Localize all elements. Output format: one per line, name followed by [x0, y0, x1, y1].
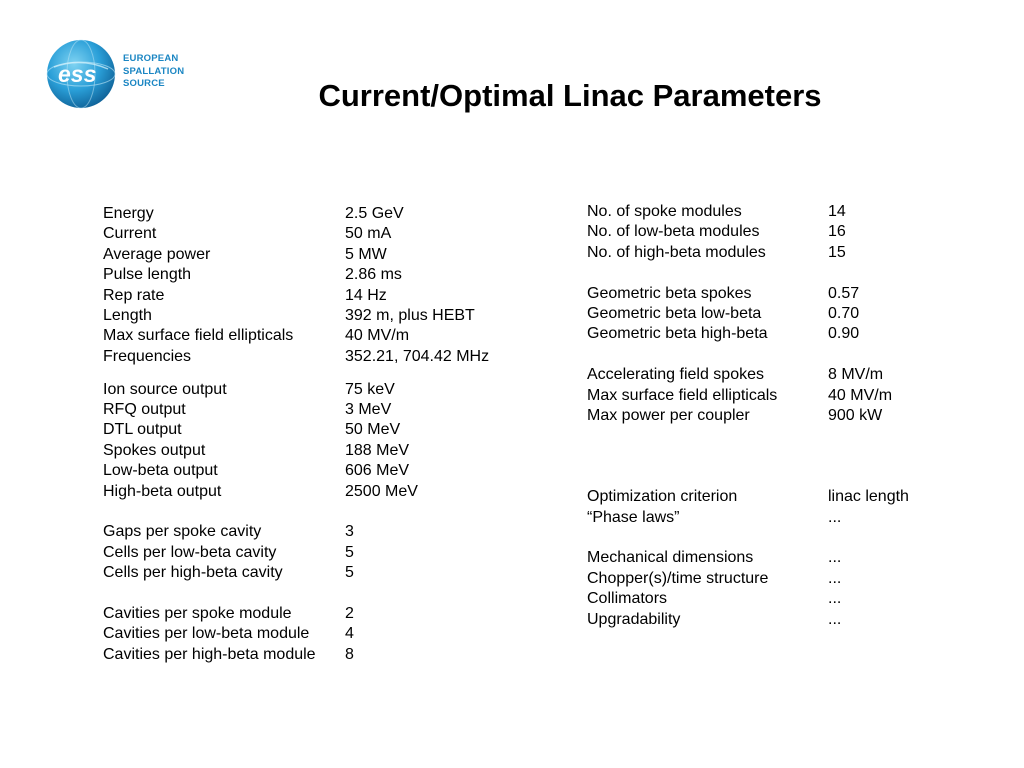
parameter-value: 15 — [828, 243, 846, 261]
parameter-value: 40 MV/m — [345, 327, 410, 345]
parameter-value: 5 — [345, 543, 354, 561]
parameter-label: Max power per coupler — [587, 406, 750, 424]
parameter-value: 606 MeV — [345, 462, 410, 480]
parameter-label: Geometric beta spokes — [587, 284, 752, 302]
parameter-value: 3 MeV — [345, 401, 392, 419]
parameter-label: Max surface field ellipticals — [587, 386, 778, 404]
parameter-label: Mechanical dimensions — [587, 549, 754, 567]
parameter-label: Rep rate — [103, 286, 165, 304]
parameter-label: Geometric beta high-beta — [587, 325, 768, 343]
parameter-value: ... — [828, 590, 842, 608]
parameter-label: Energy — [103, 205, 154, 222]
parameter-value: 0.57 — [828, 284, 860, 302]
parameter-label: Cells per low-beta cavity — [103, 543, 277, 561]
parameter-value: 2.5 GeV — [345, 205, 404, 222]
logo-line-3: SOURCE — [123, 78, 165, 89]
parameter-label: Gaps per spoke cavity — [103, 523, 262, 541]
parameter-value: 3 — [345, 523, 354, 541]
parameter-label: Cells per high-beta cavity — [103, 564, 283, 582]
parameter-value: 50 mA — [345, 225, 392, 243]
parameter-value: 0.90 — [828, 325, 860, 343]
parameter-label: Spokes output — [103, 441, 206, 459]
parameter-label: Upgradability — [587, 610, 681, 628]
parameter-value: 392 m, plus HEBT — [345, 306, 475, 324]
parameter-value: 2 — [345, 604, 354, 622]
parameter-label: No. of high-beta modules — [587, 243, 766, 261]
parameter-label: Optimization criterion — [587, 488, 738, 506]
parameter-value: ... — [828, 569, 842, 587]
logo-line-1: EUROPEAN — [123, 53, 179, 64]
parameter-value: 14 Hz — [345, 286, 387, 304]
parameter-value: ... — [828, 508, 842, 526]
parameter-label: Low-beta output — [103, 462, 218, 480]
parameter-label: Max surface field ellipticals — [103, 327, 294, 345]
parameter-value: 16 — [828, 223, 846, 241]
parameter-label: Cavities per spoke module — [103, 604, 292, 622]
parameter-value: 352.21, 704.42 MHz — [345, 347, 490, 365]
parameter-label: High-beta output — [103, 482, 222, 500]
parameter-value: 188 MeV — [345, 441, 410, 459]
parameter-value: 900 kW — [828, 406, 883, 424]
parameter-value: 40 MV/m — [828, 386, 893, 404]
logo-line-2: SPALLATION — [123, 65, 185, 77]
parameter-value: ... — [828, 610, 842, 628]
parameter-value: 14 — [828, 203, 846, 220]
parameter-value: ... — [828, 549, 842, 567]
parameter-value: 2.86 ms — [345, 266, 402, 284]
parameter-value: 5 — [345, 564, 354, 582]
parameter-label: Frequencies — [103, 347, 192, 365]
parameter-value: 5 MW — [345, 245, 387, 263]
parameter-label: Cavities per low-beta module — [103, 625, 310, 643]
parameter-label: Geometric beta low-beta — [587, 304, 762, 322]
parameter-value: 2500 MeV — [345, 482, 418, 500]
parameter-label: Collimators — [587, 590, 668, 608]
parameter-label: Pulse length — [103, 266, 192, 284]
parameter-value: 4 — [345, 625, 354, 643]
parameter-label: Current — [103, 225, 157, 243]
parameter-value: 0.70 — [828, 304, 860, 322]
parameter-label: No. of spoke modules — [587, 203, 742, 220]
parameter-label: Cavities per high-beta module — [103, 645, 316, 663]
parameter-value: 8 — [345, 645, 354, 663]
parameter-label: Ion source output — [103, 380, 227, 398]
parameter-label: No. of low-beta modules — [587, 223, 760, 241]
parameter-label: RFQ output — [103, 401, 186, 419]
parameter-value: 50 MeV — [345, 421, 401, 439]
parameter-label: Chopper(s)/time structure — [587, 569, 769, 587]
logo-mark: ess — [58, 61, 97, 87]
parameter-label: Average power — [103, 245, 211, 263]
parameter-label: Length — [103, 306, 152, 324]
parameter-value: linac length — [828, 488, 909, 506]
parameter-label: DTL output — [103, 421, 182, 439]
parameter-value: 75 keV — [345, 380, 395, 398]
parameter-value: 8 MV/m — [828, 366, 884, 384]
parameter-label: “Phase laws” — [587, 508, 680, 526]
page-title: Current/Optimal Linac Parameters — [318, 78, 822, 113]
parameter-label: Accelerating field spokes — [587, 366, 764, 384]
